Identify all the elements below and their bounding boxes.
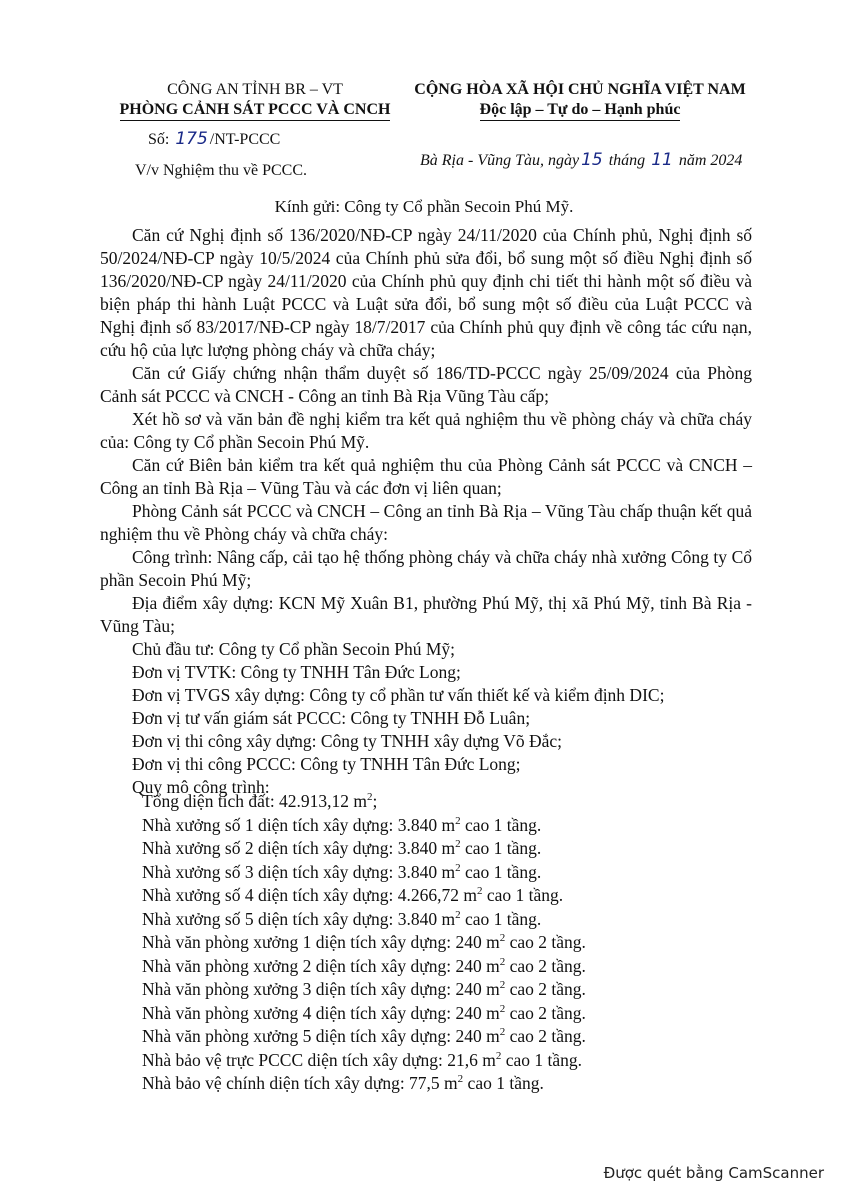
paragraph: Đơn vị thi công PCCC: Công ty TNHH Tân Đức Long; [132,754,521,774]
scale-line: Nhà xưởng số 5 diện tích xây dựng: 3.840 $m^2$ cao 1 tầng. [142,908,542,929]
nation-title: CỘNG HÒA XÃ HỘI CHỦ NGHĨA VIỆT NAM [414,81,746,98]
greeting: Kính gửi: Công ty Cổ phần Secoin Phú Mỹ. [274,197,574,216]
doc-no-prefix: Số: [148,131,170,148]
scale-line: Nhà xưởng số 3 diện tích xây dựng: 3.840 $m^2$ cao 1 tầng. [142,861,542,882]
issuing-agency-block [90,80,420,121]
scale-line: Nhà văn phòng xưởng 3 diện tích xây dựng: 240 $m^2$ cao 2 tầng. [142,979,586,999]
paragraph: Xét hồ sơ và văn bản đề nghị kiểm tra kết quả nghiệm thu về phòng cháy và chữa cháy của: Công ty Cổ phần Secoin Phú Mỹ. [100,409,752,452]
date-year: năm 2024 [678,152,743,169]
date-month-handwritten: 11 [651,150,673,170]
date-place: Bà Rịa - Vũng Tàu, ngày [420,152,580,169]
scale-line: Nhà văn phòng xưởng 5 diện tích xây dựng: 240 $m^2$ cao 2 tầng. [142,1026,586,1046]
paragraph: Căn cứ Biên bản kiểm tra kết quả nghiệm thu của Phòng Cảnh sát PCCC và CNCH – Công an tỉnh Bà Rịa – Vũng Tàu và các đơn vị liên quan; [100,455,752,498]
document-number [148,129,280,149]
scale-line: Nhà văn phòng xưởng 4 diện tích xây dựng: 240 $m^2$ cao 2 tầng. [142,1002,586,1023]
doc-no-handwritten: 175 [175,129,208,149]
agency-sub: PHÒNG CẢNH SÁT PCCC VÀ CNCH [120,100,391,121]
agency-top: CÔNG AN TỈNH BR – VT [167,81,343,98]
scale-list [142,790,742,1096]
paragraph: Đơn vị TVGS xây dựng: Công ty cổ phần tư vấn thiết kế và kiểm định DIC; [132,685,665,705]
subject-line: V/v Nghiệm thu về PCCC. [135,162,308,179]
date-month-label: tháng [608,152,646,169]
date-line [420,150,742,170]
paragraph: Chủ đầu tư: Công ty Cổ phần Secoin Phú Mỹ; [132,639,456,659]
scale-line: Nhà văn phòng xưởng 2 diện tích xây dựng: 240 $m^2$ cao 2 tầng. [142,955,586,976]
scale-line: Nhà xưởng số 4 diện tích xây dựng: 4.266,72 $m^2$ cao 1 tầng. [142,885,564,905]
paragraph: Công trình: Nâng cấp, cải tạo hệ thống phòng cháy và chữa cháy nhà xưởng Công ty Cổ phần Secoin Phú Mỹ; [100,547,752,590]
paragraph: Căn cứ Giấy chứng nhận thẩm duyệt số 186/TD-PCCC ngày 25/09/2024 của Phòng Cảnh sát PCCC và CNCH - Công an tỉnh Bà Rịa Vũng Tàu cấp; [100,363,752,406]
paragraph: Địa điểm xây dựng: KCN Mỹ Xuân B1, phường Phú Mỹ, thị xã Phú Mỹ, tỉnh Bà Rịa - Vũng Tàu; [100,593,752,636]
paragraph: Căn cứ Nghị định số 136/2020/NĐ-CP ngày 24/11/2020 của Chính phủ, Nghị định số 50/2024/NĐ-CP ngày 10/5/2024 của Chính phủ sửa đổi, bổ sung một số điều Nghị định số 136/2020/NĐ-CP ngày 24/11/2020 của Chính phủ quy định chi tiết thi hành một số điều và biện pháp thi hành Luật PCCC và Luật sửa đổi, bổ sung một số điều của Luật PCCC và Nghị định số 83/2017/NĐ-CP ngày 18/7/2017 của Chính phủ quy định về công tác cứu nạn, cứu hộ của lực lượng phòng cháy và chữa cháy; [100,225,752,360]
date-day-handwritten: 15 [581,150,603,170]
motto: Độc lập – Tự do – Hạnh phúc [480,100,681,121]
scale-line: Nhà văn phòng xưởng 1 diện tích xây dựng: 240 $m^2$ cao 2 tầng. [142,932,586,952]
scale-line: Nhà xưởng số 1 diện tích xây dựng: 3.840 $m^2$ cao 1 tầng. [142,814,542,835]
body-text [100,224,752,799]
paragraph: Đơn vị thi công xây dựng: Công ty TNHH xây dựng Võ Đắc; [132,731,563,751]
paragraph: Quy mô công trình: [132,777,270,797]
scale-line: Nhà bảo vệ chính diện tích xây dựng: 77,5 $m^2$ cao 1 tầng. [142,1073,544,1093]
scale-line: Nhà bảo vệ trực PCCC diện tích xây dựng: 21,6 $m^2$ cao 1 tầng. [142,1049,583,1070]
national-heading-block [410,80,750,121]
doc-no-suffix: /NT-PCCC [209,131,281,148]
scale-line: Nhà xưởng số 2 diện tích xây dựng: 3.840 $m^2$ cao 1 tầng. [142,838,542,858]
scanner-watermark: Được quét bằng CamScanner [603,1164,824,1182]
paragraph: Đơn vị tư vấn giám sát PCCC: Công ty TNHH Đỗ Luân; [132,708,531,728]
paragraph: Đơn vị TVTK: Công ty TNHH Tân Đức Long; [132,662,461,682]
scale-line: Tổng diện tích đất: 42.913,12 $m^2$; [142,791,378,811]
paragraph: Phòng Cảnh sát PCCC và CNCH – Công an tỉnh Bà Rịa – Vũng Tàu chấp thuận kết quả nghiệm thu về Phòng cháy và chữa cháy: [100,501,752,544]
